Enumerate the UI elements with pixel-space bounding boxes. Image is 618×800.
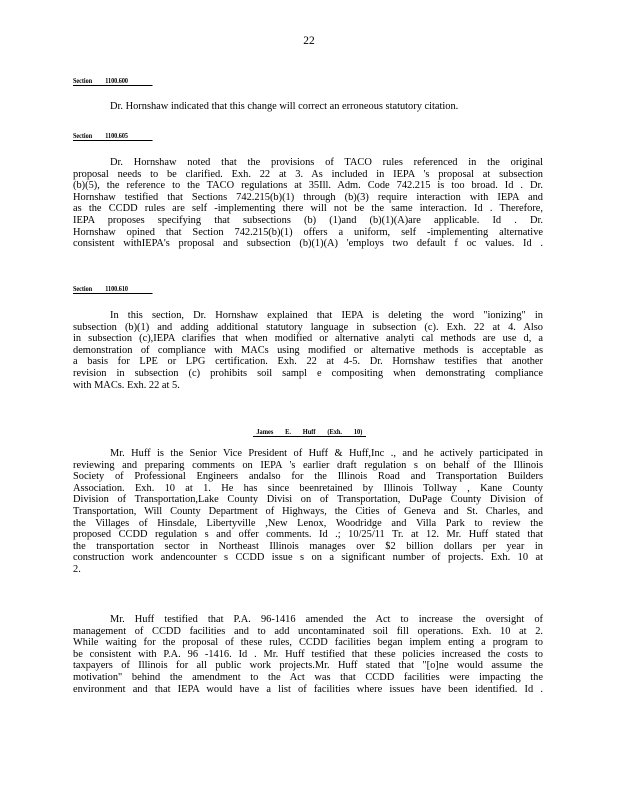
text-line: as the CCDD rules are self -implementing there will not be the same interaction. Id . Therefore, <box>73 203 543 215</box>
text-line: (b)(5), the reference to the TACO regulations at 35Ill. Adm. Code 742.215 is too broad. Id . Dr. <box>73 180 543 192</box>
text-line: in subsection (c),IEPA clarifies that when modified or alternative analyti cal methods are use d, a <box>73 333 543 345</box>
text-line: subsection (b)(1) and adding additional statutory language in subsection (c). Exh. 22 at 4. Also <box>73 321 543 333</box>
text-line: IEPA proposes specifying that subsections (b) (1)and (b)(1)(A)are applicable. Id . Dr. <box>73 214 543 226</box>
huff-paragraph-2 <box>73 614 543 695</box>
text-line: Transportation, Will County Department of Highways, the Cities of Geneva and St. Charles, and <box>73 505 543 517</box>
section-number: 1100.600 <box>105 76 128 85</box>
text-line: While waiting for the proposal of these rules, CCDD facilities began implem enting a program to <box>73 637 543 649</box>
text-line: consistent withIEPA's proposal and subsection (b)(1)(A) 'employs two default f oc values. Id . <box>73 238 543 250</box>
section-label: Section <box>73 131 93 140</box>
witness-heading <box>0 421 618 439</box>
text-line: Hornshaw testified that Sections 742.215(b)(1) through (b)(3) require interaction with IEPA and <box>73 191 543 203</box>
text-line: Society of Professional Engineers andalso for the Illinois Road and Transportation Builders <box>73 471 543 483</box>
text-line: revision in subsection (c) prohibits soil sampl e compositing when demonstrating compliance <box>73 367 543 379</box>
text-line: Dr. Hornshaw noted that the provisions of TACO rules referenced in the original <box>110 157 543 168</box>
text-line: taxpayers of Illinois for all public work projects.Mr. Huff stated that "[o]ne would assume the <box>73 660 543 672</box>
text-line: Association. Exh. 10 at 1. He has since beenretained by Illinois Tollway , Kane County <box>73 482 543 494</box>
text-line: 2. <box>73 563 81 575</box>
section-1100-610-text <box>73 310 543 391</box>
text-line: Dr. Hornshaw indicated that this change will correct an erroneous statutory citation. <box>110 101 459 112</box>
text-line: a basis for LPE or LPG certification. Exh. 22 at 4-5. Dr. Hornshaw testifies that another <box>73 356 543 368</box>
text-line: management of CCDD facilities and to add uncontaminated soil fill operations. Exh. 10 at 2. <box>73 625 543 637</box>
text-line: demonstration of compliance with MACs using modified or alternative methods is acceptable as <box>73 344 543 356</box>
section-1100-605-text <box>73 157 543 250</box>
section-label: Section <box>73 76 93 85</box>
section-heading-1100-610 <box>73 284 153 294</box>
text-line: construction work andencounter s CCDD issue s on a significant number of projects. Exh. 10 at <box>73 552 543 564</box>
text-line: Mr. Huff is the Senior Vice President of Huff & Huff,Inc ., and he actively participated in <box>110 448 543 459</box>
text-line: with MACs. Exh. 22 at 5. <box>73 379 180 391</box>
text-line: motivation" behind the amendment to the Act was that CCDD facilities were impacting the <box>73 671 543 683</box>
text-line: the transportation sector in Northeast Illinois manages over $2 billion dollars per year in <box>73 540 543 552</box>
section-heading-1100-605 <box>73 131 153 141</box>
text-line: In this section, Dr. Hornshaw explained that IEPA is deleting the word "ionizing" in <box>110 310 543 321</box>
text-line: proposed CCDD regulation s and offer comments. Id .; 10/25/11 Tr. at 12. Mr. Huff stated that <box>73 529 543 541</box>
text-line: the Villages of Hinsdale, Libertyville ,New Lenox, Woodridge and Villa Park to review the <box>73 517 543 529</box>
text-line: environment and that IEPA would have a list of facilities where issues have been identified. Id . <box>73 683 543 695</box>
text-line: Mr. Huff testified that P.A. 96-1416 amended the Act to increase the oversight of <box>110 614 543 625</box>
witness-heading-text: James E. Huff (Exh. 10) <box>253 427 366 437</box>
text-line: be consistent with P.A. 96 -1416. Id . Mr. Huff testified that these policies increased the costs to <box>73 648 543 660</box>
section-heading-1100-600 <box>73 76 153 86</box>
section-number: 1100.605 <box>105 131 128 140</box>
huff-paragraph-1 <box>73 448 543 576</box>
page-number: 22 <box>303 35 315 47</box>
text-line: reviewing and preparing comments on IEPA 's earlier draft regulation s on behalf of the Illinois <box>73 459 543 471</box>
text-line: proposal needs to be clarified. Exh. 22 at 3. As included in IEPA 's proposal at subsection <box>73 168 543 180</box>
section-number: 1100.610 <box>105 284 128 293</box>
section-1100-600-text <box>73 101 543 113</box>
section-label: Section <box>73 284 93 293</box>
text-line: Division of Transportation,Lake County Divisi on of Transportation, DuPage County Division of <box>73 494 543 506</box>
text-line: Hornshaw opined that Section 742.215(b)(1) offers a uniform, self -implementing alternative <box>73 226 543 238</box>
